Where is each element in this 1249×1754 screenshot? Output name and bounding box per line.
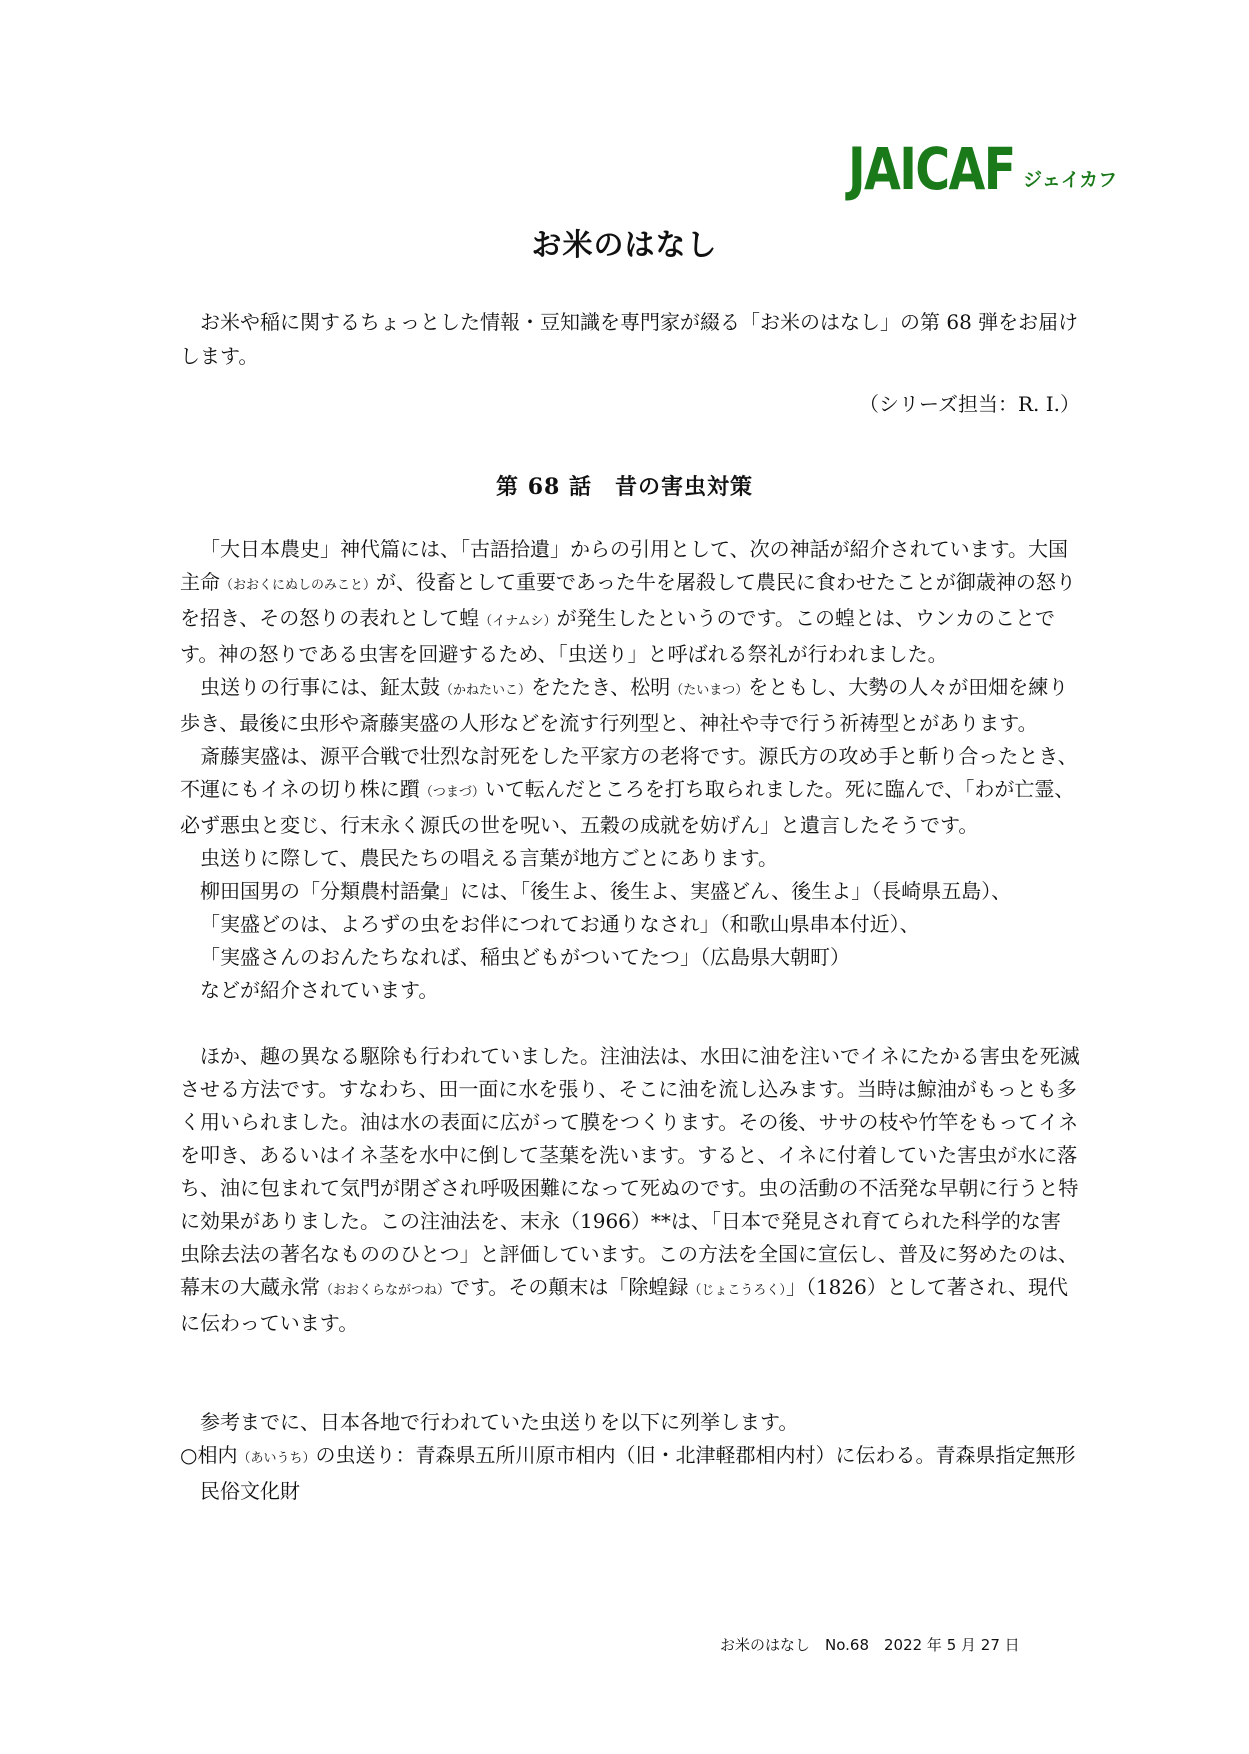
series-credit: （シリーズ担当：R. I.）	[858, 392, 1080, 416]
p2-ruby-1: （かねたいこ）	[440, 683, 532, 698]
paragraph-7: 「実盛さんのおんたちなれば、稲虫どもがついてたつ」（広島県大朝町）	[200, 945, 850, 969]
paragraph-8: などが紹介されています。	[200, 978, 439, 1002]
spacer	[180, 1340, 1080, 1406]
p1-ruby-2: （イナムシ）	[479, 614, 557, 629]
paragraph-5: 柳田国男の「分類農村語彙」には、「後生よ、後生よ、実盛どん、後生よ」（長崎県五島）、	[200, 879, 1012, 903]
paragraph-2	[180, 671, 1080, 740]
paragraph-9	[180, 1040, 1080, 1340]
p11-text-a: ○相内	[180, 1443, 238, 1467]
p9-text-b: です。その顛末は「除蝗録	[450, 1275, 689, 1299]
paragraph-1	[180, 533, 1080, 671]
p9-ruby-1: （おおくらながつね）	[320, 1283, 451, 1298]
paragraph-3	[180, 740, 1080, 842]
article-body	[180, 533, 1080, 1508]
jaicaf-logo	[848, 128, 1118, 203]
p2-text-b: をたたき、松明	[531, 675, 671, 699]
p11-text-b: の虫送り：青森県五所川原市相内（旧・北津軽郡相内村）に伝わる。青森県指定無形民俗文化財	[200, 1443, 1076, 1503]
p1-text-c: が発生したというのです。この蝗とは、ウンカのことです。神の怒りである虫害を回避するため、「虫送り」と呼ばれる祭礼が行われました。	[180, 606, 1055, 666]
p1-text-a: 「大日本農史」神代篇には、「古語拾遺」からの引用として、次の神話が紹介されています。大国主命	[180, 537, 1068, 594]
p11-ruby-1: （あいうち）	[237, 1451, 316, 1466]
paragraph-4: 虫送りに際して、農民たちの唱える言葉が地方ごとにあります。	[200, 846, 778, 870]
p9-text-c: 」（1826）として著され、現代に伝わっています。	[180, 1275, 1069, 1335]
page-footer: お米のはなし No.68 2022 年 5 月 27 日	[720, 1636, 1020, 1654]
paragraph-10: 参考までに、日本各地で行われていた虫送りを以下に列挙します。	[200, 1410, 799, 1434]
p1-text-b: が、役畜として重要であった牛を屠殺して農民に食わせたことが御歳神の怒りを招き、その怒りの表れとして蝗	[180, 570, 1076, 630]
paragraph-6: 「実盛どのは、よろずの虫をお伴につれてお通りなされ」（和歌山県串本付近）、	[200, 912, 920, 936]
intro-section	[180, 305, 1080, 421]
spacer	[180, 1007, 1080, 1040]
chapter-title: 第 68 話 昔の害虫対策	[496, 474, 753, 500]
logo-wordmark: JAICAF	[848, 135, 1015, 203]
p2-text-a: 虫送りの行事には、鉦太鼓	[200, 675, 440, 699]
logo-kana: ジェイカフ	[1023, 169, 1118, 191]
paragraph-11	[180, 1439, 1080, 1508]
document-title: お米のはなし	[531, 228, 718, 263]
intro-text: お米や稲に関するちょっとした情報・豆知識を専門家が綴る「お米のはなし」の第 68 弾をお届けします。	[180, 310, 1079, 368]
p3-text-a: 斎藤実盛は、源平合戦で壮烈な討死をした平家方の老将です。源氏方の攻め手と斬り合ったとき、不運にもイネの切り株に躓	[180, 744, 1078, 801]
p1-ruby-1: （おおくにぬしのみこと）	[220, 578, 377, 593]
p2-ruby-2: （たいまつ）	[670, 683, 749, 698]
p3-text-b: いて転んだところを打ち取られました。死に臨んで、「わが亡霊、必ず悪虫と変じ、行末永く源氏の世を呪い、五穀の成就を妨げん」と遺言したそうです。	[180, 777, 1075, 837]
p9-ruby-2: （じょこうろく）	[688, 1283, 786, 1298]
p3-ruby-1: （つまづ）	[419, 785, 485, 800]
p2-text-c: をともし、大勢の人々が田畑を練り歩き、最後に虫形や斎藤実盛の人形などを流す行列型と、神社や寺で行う祈祷型とがあります。	[180, 675, 1069, 735]
p9-text-a: ほか、趣の異なる駆除も行われていました。注油法は、水田に油を注いでイネにたかる害虫を死滅させる方法です。すなわち、田一面に水を張り、そこに油を流し込みます。当時は鯨油がもっとも多く用いられました。油は水の表面に広がって膜をつくります。その後、ササの枝や竹竿をもってイネを叩き、あるいはイネ茎を水中に倒して茎葉を洗います。すると、イネに付着していた害虫が水に落ち、油に包まれて気門が閉ざされ呼吸困難になって死ぬのです。虫の活動の不活発な早朝に行うと特に効果がありました。この注油法を、末永（1966）**は、「日本で発見され育てられた科学的な害虫除去法の著名なもののひとつ」と評価しています。この方法を全国に宣伝し、普及に努めたのは、幕末の大蔵永常	[180, 1044, 1080, 1299]
